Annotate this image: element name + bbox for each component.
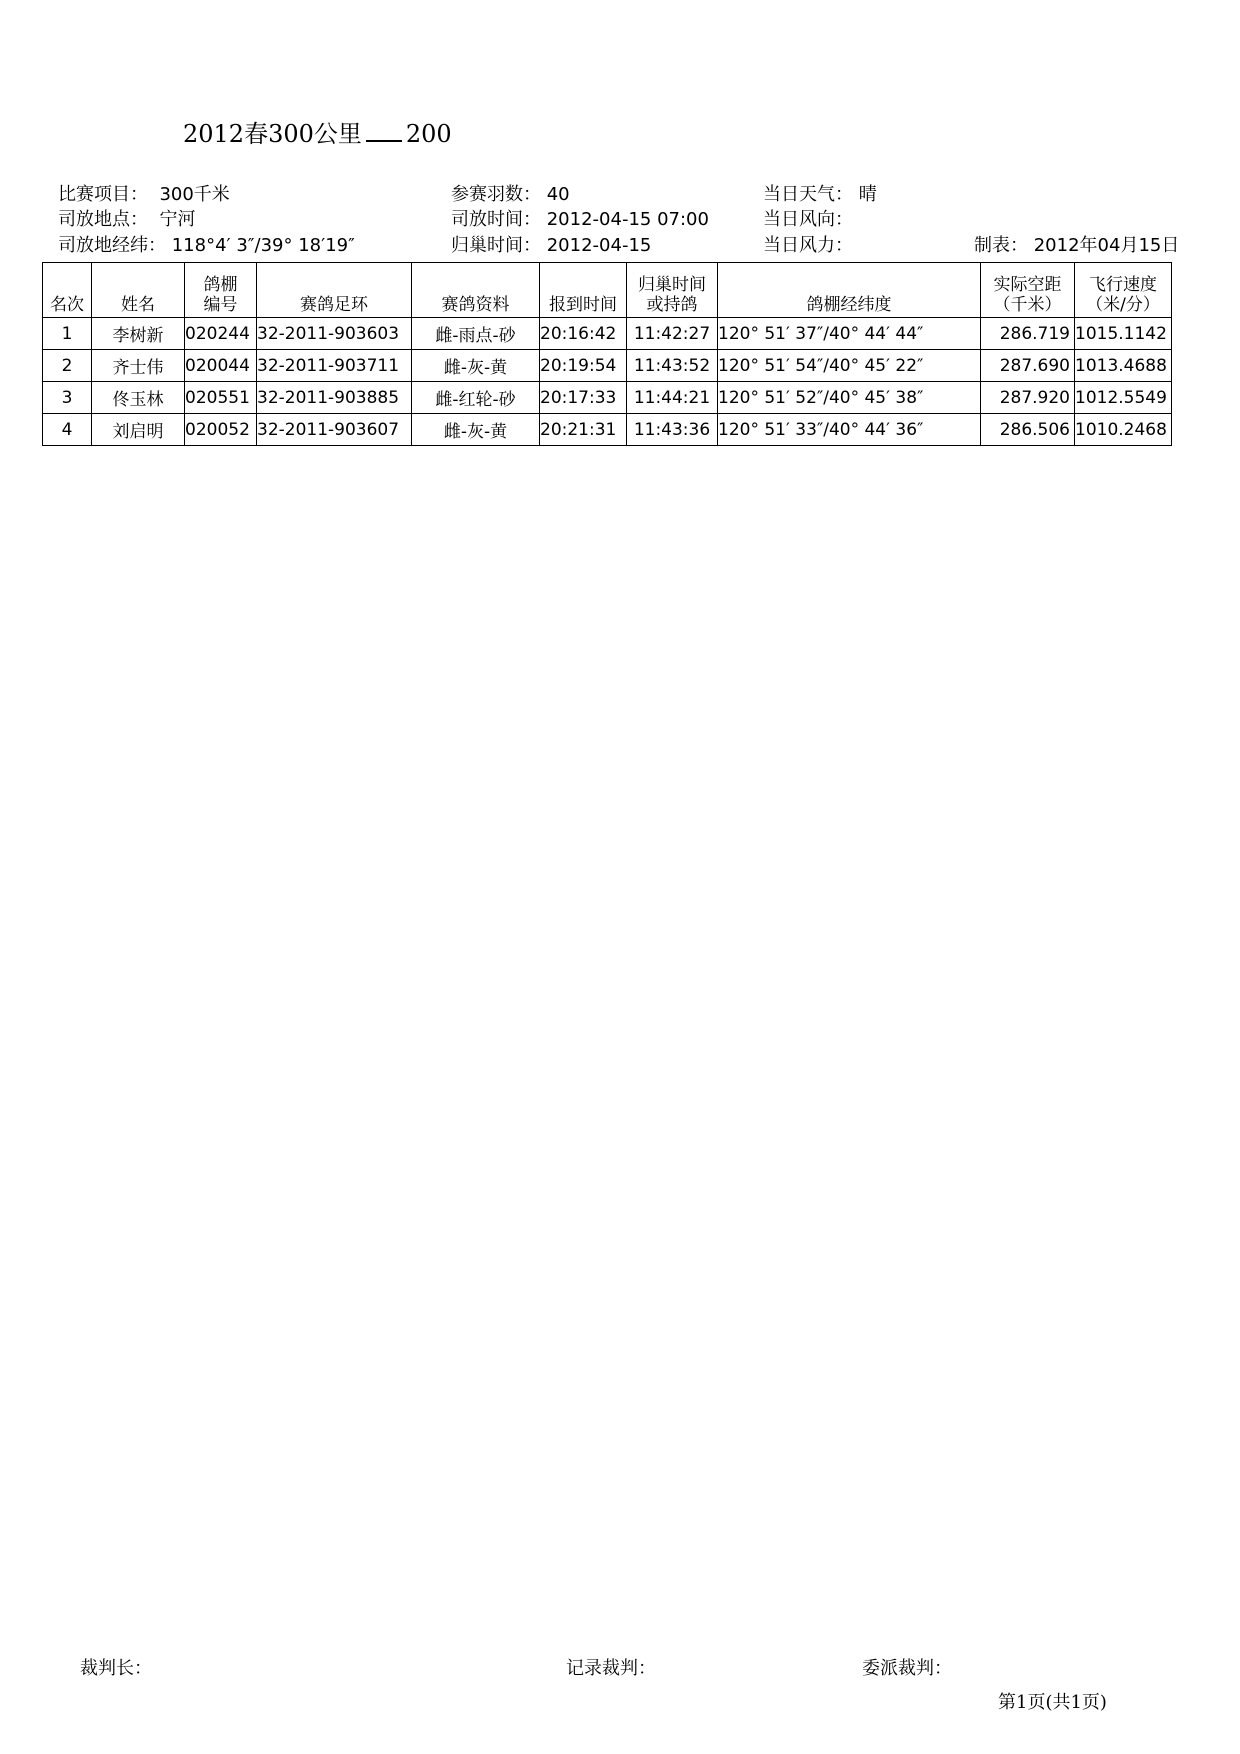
cell-return-time: 11:42:27 xyxy=(627,318,718,350)
cell-return-time: 11:43:36 xyxy=(627,414,718,446)
cell-ring: 32-2011-903607 xyxy=(257,414,412,446)
cell-name: 刘启明 xyxy=(92,414,185,446)
title-main: 2012春300公里 xyxy=(183,120,362,148)
cell-rank: 1 xyxy=(43,318,92,350)
cell-speed: 1012.5549 xyxy=(1075,382,1172,414)
cell-rank: 3 xyxy=(43,382,92,414)
cell-return-time: 11:43:52 xyxy=(627,350,718,382)
cell-loft-id: 020244 xyxy=(185,318,257,350)
cell-report-time: 20:21:31 xyxy=(540,414,627,446)
cell-report-time: 20:17:33 xyxy=(540,382,627,414)
info-event: 比赛项目： 300千米 xyxy=(58,184,230,205)
cell-loft-coords: 120° 51′ 54″/40° 45′ 22″ xyxy=(718,350,981,382)
table-row xyxy=(43,350,1172,382)
col-distance: 实际空距 （千米） xyxy=(981,263,1075,318)
cell-distance: 287.920 xyxy=(981,382,1075,414)
cell-bird-info: 雌-灰-黄 xyxy=(412,414,540,446)
footer-recorder: 记录裁判： xyxy=(566,1658,656,1679)
col-report-time: 报到时间 xyxy=(540,263,627,318)
cell-rank: 2 xyxy=(43,350,92,382)
cell-name: 齐士伟 xyxy=(92,350,185,382)
cell-loft-coords: 120° 51′ 37″/40° 44′ 44″ xyxy=(718,318,981,350)
cell-distance: 286.719 xyxy=(981,318,1075,350)
cell-speed: 1015.1142 xyxy=(1075,318,1172,350)
col-bird-info: 赛鸽资料 xyxy=(412,263,540,318)
cell-loft-coords: 120° 51′ 52″/40° 45′ 38″ xyxy=(718,382,981,414)
cell-ring: 32-2011-903603 xyxy=(257,318,412,350)
cell-report-time: 20:19:54 xyxy=(540,350,627,382)
info-entries: 参赛羽数： 40 xyxy=(451,184,570,205)
cell-speed: 1010.2468 xyxy=(1075,414,1172,446)
cell-distance: 287.690 xyxy=(981,350,1075,382)
cell-return-time: 11:44:21 xyxy=(627,382,718,414)
cell-ring: 32-2011-903885 xyxy=(257,382,412,414)
info-wind-force: 当日风力： xyxy=(763,235,853,256)
col-loft-id: 鸽棚 编号 xyxy=(185,263,257,318)
col-return-time: 归巢时间 或持鸽 xyxy=(627,263,718,318)
cell-bird-info: 雌-雨点-砂 xyxy=(412,318,540,350)
title-suffix: 200 xyxy=(405,120,452,148)
footer-appointed-judge: 委派裁判： xyxy=(862,1658,952,1679)
info-release-coords: 司放地经纬： 118°4′ 3″/39° 18′19″ xyxy=(58,235,355,256)
cell-loft-id: 020551 xyxy=(185,382,257,414)
table-header-row xyxy=(43,263,1172,318)
col-loft-coords: 鸽棚经纬度 xyxy=(718,263,981,318)
table-row xyxy=(43,414,1172,446)
cell-speed: 1013.4688 xyxy=(1075,350,1172,382)
cell-report-time: 20:16:42 xyxy=(540,318,627,350)
info-made-date: 制表： 2012年04月15日 xyxy=(974,235,1180,256)
results-table xyxy=(42,262,1172,446)
table-row xyxy=(43,382,1172,414)
cell-distance: 286.506 xyxy=(981,414,1075,446)
info-return-time: 归巢时间： 2012-04-15 xyxy=(451,235,652,256)
footer-chief-judge: 裁判长： xyxy=(80,1658,152,1679)
col-ring: 赛鸽足环 xyxy=(257,263,412,318)
cell-loft-coords: 120° 51′ 33″/40° 44′ 36″ xyxy=(718,414,981,446)
cell-loft-id: 020052 xyxy=(185,414,257,446)
cell-ring: 32-2011-903711 xyxy=(257,350,412,382)
table-row xyxy=(43,318,1172,350)
cell-bird-info: 雌-红轮-砂 xyxy=(412,382,540,414)
cell-rank: 4 xyxy=(43,414,92,446)
info-weather: 当日天气： 晴 xyxy=(763,184,877,205)
col-speed: 飞行速度 （米/分） xyxy=(1075,263,1172,318)
info-release-time: 司放时间： 2012-04-15 07:00 xyxy=(451,209,709,230)
info-release-place: 司放地点： 宁河 xyxy=(58,209,196,230)
col-name: 姓名 xyxy=(92,263,185,318)
cell-loft-id: 020044 xyxy=(185,350,257,382)
cell-bird-info: 雌-灰-黄 xyxy=(412,350,540,382)
page-number: 第1页(共1页) xyxy=(998,1692,1107,1713)
cell-name: 李树新 xyxy=(92,318,185,350)
cell-name: 佟玉林 xyxy=(92,382,185,414)
page-title xyxy=(183,114,452,149)
col-rank: 名次 xyxy=(43,263,92,318)
title-blank xyxy=(366,122,402,142)
info-wind-direction: 当日风向： xyxy=(763,209,853,230)
